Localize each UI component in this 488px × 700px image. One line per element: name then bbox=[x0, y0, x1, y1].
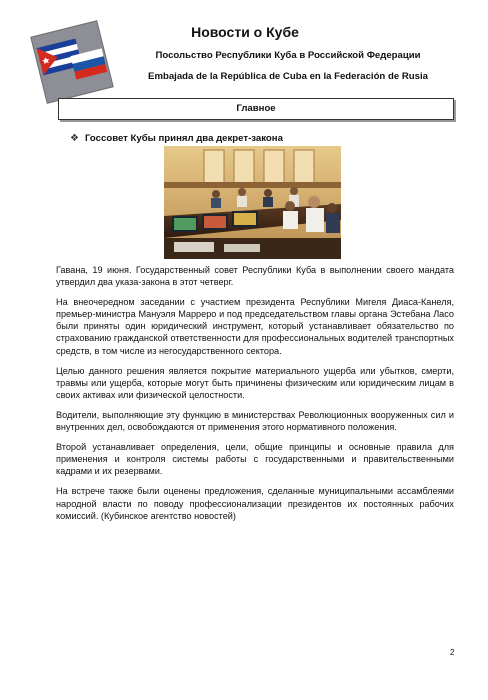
article-paragraph: На внеочередном заседании с участием президента Республики Мигеля Диаса-Канеля, премьер-министра Мануэля Марреро и под председательством главы органа Эстебана Ласо были приняты один юридический инструмент, который устанавливает обязательство по страхованию гражданской ответственности для профессиональных водителей транспортных средств, в том числе из негосударственного сектора. bbox=[56, 297, 454, 356]
article-paragraph: Гавана, 19 июня. Государственный совет Республики Куба в выполнении своего мандата утвердил два указа-закона в этот четверг. bbox=[56, 265, 454, 288]
section-header-bar bbox=[58, 98, 454, 120]
article-paragraph: На встрече также были оценены предложения, сделанные муниципальными ассамблеями народной власти по поводу профессионализации президентов их постоянных рабочих комиссий. (Кубинское агентство новостей) bbox=[56, 486, 454, 521]
page-number: 2 bbox=[450, 648, 455, 657]
council-meeting-photo bbox=[164, 146, 341, 259]
article-heading bbox=[70, 133, 283, 144]
article-paragraph: Второй устанавливает определения, цели, общие принципы и основные правила для применения и контроля системы работы с государственными и правительственными кадрами и их резервами. bbox=[56, 442, 454, 477]
section-label: Главное bbox=[236, 103, 276, 114]
article-title: Госсовет Кубы принял два декрет-закона bbox=[84, 133, 283, 144]
cuba-russia-flags-logo-icon bbox=[26, 16, 118, 108]
article-body bbox=[56, 264, 454, 530]
embassy-name-spanish: Embajada de la República de Cuba en la Federación de Rusia bbox=[148, 71, 428, 82]
newsletter-title: Новости о Кубе bbox=[191, 24, 299, 40]
embassy-name-russian: Посольство Республики Куба в Российской Федерации bbox=[155, 50, 421, 61]
article-paragraph: Целью данного решения является покрытие материального ущерба или убытков, смерти, травмы или ущерба, которые могут быть причинены физическим или юридическим лицам в своих активах или физической целостности. bbox=[56, 365, 454, 400]
diamond-bullet-icon: ❖ bbox=[70, 133, 79, 144]
article-paragraph: Водители, выполняющие эту функцию в министерствах Революционных вооруженных сил и внутренних дел, освобождаются от применения этого нормативного положения. bbox=[56, 409, 454, 433]
